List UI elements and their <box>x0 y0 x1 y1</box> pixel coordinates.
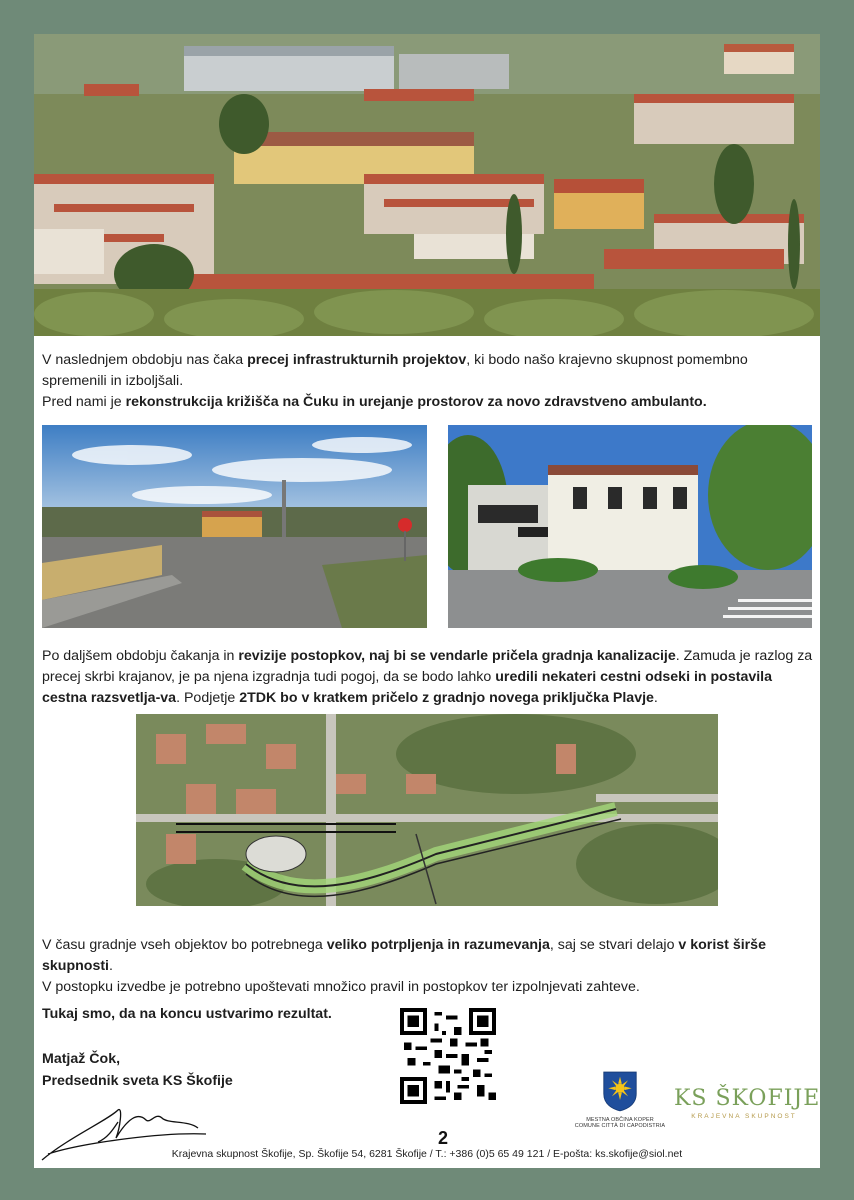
intro-text-c: , ki bodo našo krajevno skupnost pomembno spremenili in izboljšali. <box>42 352 748 389</box>
page-number: 2 <box>438 1128 449 1148</box>
signatory-role: Predsednik sveta KS Škofije <box>42 1073 233 1089</box>
patience-text-e: . <box>109 958 113 974</box>
sewerage-text-e: . Podjetje <box>176 690 240 706</box>
patience-paragraph <box>42 935 814 998</box>
patience-text-bold-b: v korist širše skupnosti <box>42 937 766 974</box>
municipality-name: MESTNA OBČINA KOPER <box>586 1117 654 1123</box>
sewerage-text-a: Po daljšem obdobju čakanja in <box>42 648 239 664</box>
village-panorama-photo <box>34 34 820 336</box>
sewerage-text-bold-a: revizije postopkov, naj bi se vendarle pričela gradnja kanalizacije <box>238 648 676 664</box>
municipality-logo <box>574 1070 666 1140</box>
ks-logo-text: KS ŠKOFIJE <box>674 1086 820 1111</box>
closing-line: Tukaj smo, da na koncu ustvarimo rezultat. <box>42 1006 332 1022</box>
ks-skofije-logo <box>674 1086 820 1142</box>
aerial-road-plan <box>136 714 718 906</box>
intro-text-d: Pred nami je <box>42 394 126 410</box>
patience-text-a: V času gradnje vseh objektov bo potrebnega <box>42 937 327 953</box>
sewerage-text-g: . <box>653 690 658 706</box>
footer-contact: Krajevna skupnost Škofije, Sp. Škofije 54, 6281 Škofije / T.: +386 (0)5 65 49 121 / E-pošta: ks.skofije@siol.net <box>171 1148 683 1160</box>
newsletter-page <box>34 34 820 1168</box>
clinic-building-photo <box>448 425 812 628</box>
patience-text-f: V postopku izvedbe je potrebno upoštevati množico pravil in postopkov ter izpolnjevati zahteve. <box>42 979 640 995</box>
signatory-name: Matjaž Čok, <box>42 1051 121 1067</box>
intro-text-a: V naslednjem obdobju nas čaka <box>42 352 248 368</box>
sewerage-paragraph <box>42 646 814 709</box>
sewerage-text-bold-b: uredili nekateri cestni odseki in postavila cestna razsvetlja-va <box>42 669 773 706</box>
patience-text-c: , saj se stvari delajo <box>549 937 679 953</box>
qr-code[interactable] <box>400 1008 496 1104</box>
intro-paragraph <box>42 350 814 413</box>
intro-text-bold-a: precej infrastrukturnih projektov <box>247 352 467 368</box>
crossroad-photo <box>42 425 427 628</box>
sewerage-text-bold-c: 2TDK bo v kratkem pričelo z gradnjo novega priključka Plavje <box>239 690 654 706</box>
koper-crest-icon <box>602 1070 638 1112</box>
intro-text-bold-b: rekonstrukcija križišča na Čuku in urejanje prostorov za novo zdravstveno ambulanto. <box>125 394 707 410</box>
ks-logo-subtitle: KRAJEVNA SKUPNOST <box>691 1113 797 1120</box>
municipality-name-it: COMUNE CITTÀ DI CAPODISTRIA <box>574 1123 666 1129</box>
patience-text-bold-a: veliko potrpljenja in razumevanja <box>326 937 550 953</box>
sewerage-text-c: . Zamuda je razlog za precej skrbi krajanov, je pa njena izgradnja tudi pogoj, da se bodo lahko <box>42 648 813 685</box>
